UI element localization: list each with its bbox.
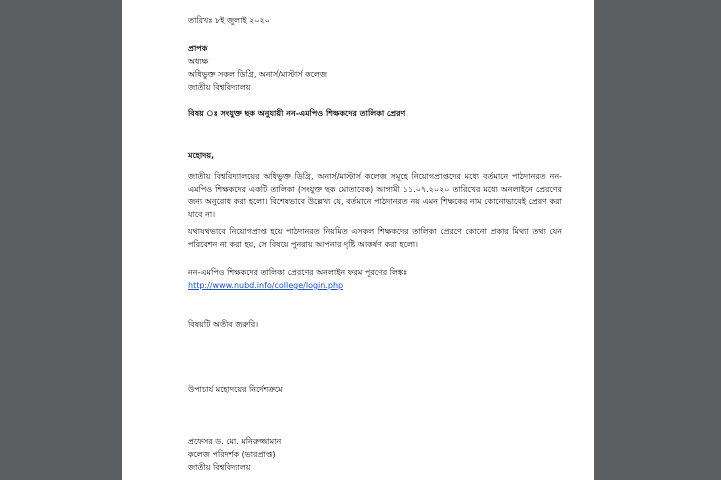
link-intro: নন-এমপিও শিক্ষকদের তালিকা প্রেরণের অনলাইন ফরম পূরণের লিঙ্কঃ	[188, 268, 408, 277]
signatory-org: জাতীয় বিশ্ববিদ্যালয়	[188, 463, 251, 472]
recipient-line: জাতীয় বিশ্ববিদ্যালয়	[188, 83, 251, 92]
document-page	[122, 0, 594, 480]
letter-date: তারিখঃ ৮ই জুলাই ২০২০	[188, 16, 270, 25]
recipient-line: অধ্যক্ষ	[188, 57, 209, 66]
body-paragraph: যথাযথভাবে নিয়োগপ্রাপ্ত হয়ে পাঠদানরত নিয়মিত এসকল শিক্ষকদের তালিকা প্রেরণে কোনো প্রকার মিথ্যা তথ্য যেন পরিবেশন না করা হয়, সে বিষয়ে পুনরায় আপনার দৃষ্টি আকর্ষণ করা হলো।	[188, 227, 562, 249]
urgent-note: বিষয়টি অতীব জরুরি।	[188, 320, 259, 329]
recipient-heading: প্রাপক	[188, 44, 208, 53]
body-paragraph: জাতীয় বিশ্ববিদ্যালয়ের অধিভুক্ত ডিগ্রি, অনার্স/মাস্টার্স কলেজ সমূহে নিয়োগপ্রাপ্তদের মধ্যে বর্তমানে পাঠদানরত নন-এমপিও শিক্ষকদের একটি তালিকা (সংযুক্ত ছক মোতাবেক) আগামী ১১.০৭.২০২০ তারিখের মধ্যে অনলাইনে প্রেরণের জন্য অনুরোধ করা হলো। বিশেষভাবে উল্লেখ্য যে, বর্তমানে পাঠদানরত নয় এমন শিক্ষকের নাম কোনোভাবেই প্রেরণ করা যাবে না।	[188, 172, 562, 219]
salutation: মহোদয়,	[188, 151, 215, 160]
signatory-name: প্রফেসর ড. মো. মনিরুজ্জামান	[188, 437, 282, 446]
recipient-line: অধিভুক্ত সকল ডিগ্রি, অনার্স/মাস্টার্স কলেজ	[188, 70, 328, 79]
letter-subject: বিষয় ঃ সংযুক্ত ছক অনুযায়ী নন-এমপিও শিক্ষকদের তালিকা প্রেরণ	[188, 109, 406, 118]
signatory-title: কলেজ পরিদর্শক (ভারপ্রাপ্ত)	[188, 450, 276, 459]
instruction-line: উপাচার্য মহোদয়ের নির্দেশক্রমে	[188, 385, 283, 394]
form-link[interactable]: http://www.nubd.info/college/login.php	[188, 281, 344, 290]
